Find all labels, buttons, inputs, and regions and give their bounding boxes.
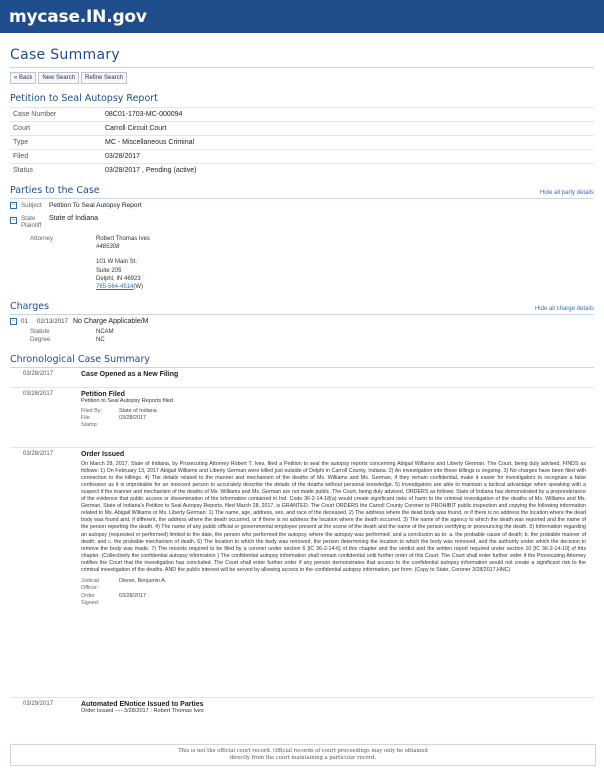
event-petition-filed bbox=[10, 387, 594, 447]
filed-label: Filed bbox=[10, 150, 105, 164]
case-heading: Petition to Seal Autopsy Report bbox=[10, 93, 158, 104]
order-row bbox=[81, 593, 594, 600]
parties-divider bbox=[10, 198, 594, 199]
statute-row bbox=[10, 328, 594, 336]
disclaimer-line2: directly from the court maintaining a particular record. bbox=[229, 755, 377, 761]
statute-label: Statute bbox=[30, 328, 50, 336]
chrono-section bbox=[10, 354, 594, 723]
charges-divider bbox=[10, 314, 594, 315]
subject-value: Petition To Seal Autopsy Report bbox=[49, 202, 142, 209]
status-value: 03/28/2017 , Pending (active) bbox=[105, 164, 594, 178]
charges-section bbox=[10, 301, 594, 344]
hide-party-details-link[interactable]: Hide all party details bbox=[539, 190, 594, 196]
attorney-block bbox=[10, 235, 594, 291]
court-row bbox=[10, 122, 594, 136]
filed-by-row bbox=[81, 408, 594, 415]
court-value: Carroll Circuit Court bbox=[105, 122, 594, 136]
attorney-name: Robert Thomas Ives bbox=[96, 236, 150, 242]
attorney-label: Attorney bbox=[30, 235, 54, 242]
collapse-icon[interactable]: − bbox=[11, 318, 16, 325]
site-logo[interactable]: mycase.IN.gov bbox=[9, 6, 147, 27]
judicial-label: Judicial bbox=[81, 578, 99, 585]
event-title: Case Opened as a New Filing bbox=[81, 370, 179, 378]
type-label: Type bbox=[10, 136, 105, 150]
charge-description: No Charge Applicable/M bbox=[73, 318, 149, 326]
state-party-row bbox=[10, 215, 594, 229]
title-divider bbox=[10, 67, 594, 68]
collapse-icon[interactable]: − bbox=[11, 217, 16, 223]
plaintiff-label: Plaintiff bbox=[21, 222, 42, 229]
state-label: State bbox=[21, 215, 36, 222]
site-header bbox=[0, 0, 604, 33]
state-value: State of Indiana bbox=[49, 215, 99, 222]
attorney-address-line1: 101 W Main St. bbox=[96, 259, 138, 266]
phone-type: (W) bbox=[133, 284, 144, 291]
type-value: MC - Miscellaneous Criminal bbox=[105, 136, 594, 150]
page-title: Case Summary bbox=[10, 47, 120, 63]
charge-date: 02/13/2017 bbox=[37, 318, 68, 326]
event-title: Petition Filed bbox=[81, 390, 125, 398]
case-section bbox=[10, 93, 594, 177]
event-order-issued bbox=[10, 447, 594, 697]
attorney-phone-link[interactable]: 765-564-4514 bbox=[96, 284, 134, 291]
hide-charge-details-link[interactable]: Hide all charge details bbox=[534, 306, 594, 313]
filed-value: 03/28/2017 bbox=[105, 150, 594, 164]
file-row bbox=[81, 415, 594, 422]
attorney-address-line2: Suite 205 bbox=[96, 267, 122, 274]
order-text: On March 28, 2017, State of Indiana, by Prosecuting Attorney Robert T. Ives, filed a Petition to seal the autopsy reports concerning Abigail Williams and Liberty German. The Court, being duly advised, FINDS as follows: 1) On February 13, 2017 Abigail Williams and Liberty German were killed just outside of Delphi in Carroll County, Indiana. 2) An investigation into these killings is ongoing. 3) No charges have been filed with connection to the killings. 4) The details related to the manner and mechanism of the deaths of Ms. Williams and Ms. German, if they remain confidential, make it easier for investigators to recognize a false confession as it is improbable for an innocent person to accurately describe the details of the deaths without personal knowledge. 5) Investigators are able to maintain a tactical advantage when speaking with a suspect if the manner and mechanism of the deaths of Ms. Williams and Ms. German are not made public. The Court, being duly advised, ORDERS as follows: State of Indiana has demonstrated by a preponderance of the evidence that public access or dissemination of the information contained in Ind. Code 36-2-14-18(a) would create significant risks of harm to the criminal investigation of the deaths of Ms. Williams and Ms. German. State of Indiana's Petition to Seal Autopsy Reports, filed March 28, 2017, is GRANTED. The Court ORDERS the Carroll County Coroner to PROHIBIT public inspection and copying the following information related to Ms. Abigail Williams or Ms. Liberty German: 1) The name, age, address, sex, and race of the deceased. 2) The address where the dead body was found, or if there is no address the location where the dead body was found and, if different, the address where the death occurred, or if there is no address the location where the death occurred. 3) The name of the agency to which the death was reported and the name of the person reporting the death. 4) The name of any public official or governmental employee present at the scene of the death and the name of the person certifying or pronouncing the death. 5) Information regarding an autopsy (requested or performed) limited to the date, the person who performed the autopsy, where the autopsy was performed, and a conclusion as to: a. the probable cause of death; b. the probable manner of death; and c. the probable mechanism of death. 6) The location to which the body was removed, the person determining the location to which the body was removed, and the authority under which the decision to remove the body was made. 7) The records required to be filed by a coroner under section 6 [IC 36-2-14-6] of this chapter and the verdict and the written report required under section 10 [IC 36-2-14-10] of this chapter. (Collectively the confidential autopsy information ) The confidential autopsy information shall remain confidential until further order of this Court. The Court shall enter further order if the Prosecuting Attorney notifies the Court that the investigation has concluded. The Court shall enter further order if any person demonstrates that access to the confidential autopsy information would not create a significant risk to the criminal investigation of the deaths, AND the public interest will be served by allowing access to the confidential autopsy information, per form. (Copy to State, Coroner 3/28/2017,HNC) bbox=[81, 460, 586, 574]
case-number-value: 08C01-1703-MC-000094 bbox=[105, 108, 594, 122]
new-search-button[interactable]: New Search bbox=[38, 72, 79, 84]
refine-search-button[interactable]: Refine Search bbox=[81, 72, 127, 84]
back-button[interactable]: « Back bbox=[10, 72, 36, 84]
order-value: 03/28/2017 bbox=[119, 592, 146, 599]
file-label: File bbox=[81, 414, 90, 421]
signed-row bbox=[81, 600, 594, 607]
attorney-bar-number: #485308 bbox=[96, 244, 120, 251]
event-title: Automated ENotice Issued to Parties bbox=[81, 700, 204, 708]
file-value: 03/28/2017 bbox=[119, 414, 146, 421]
stamp-row bbox=[81, 422, 594, 429]
degree-label: Degree bbox=[30, 336, 51, 344]
charge-number: 01 bbox=[21, 318, 28, 326]
signed-label: Signed: bbox=[81, 599, 100, 606]
subject-row bbox=[10, 202, 594, 209]
judicial-row bbox=[81, 578, 594, 585]
event-date: 03/28/2017 bbox=[23, 450, 54, 457]
case-number-row bbox=[10, 108, 594, 122]
charge-row bbox=[10, 318, 594, 325]
collapse-icon[interactable]: − bbox=[11, 202, 16, 208]
degree-value: NC bbox=[96, 337, 105, 344]
event-date: 03/28/2017 bbox=[23, 390, 54, 397]
attorney-address-line3: Delphi, IN 46923 bbox=[96, 275, 141, 282]
filed-by-value: State of Indiana bbox=[119, 407, 157, 414]
filed-row bbox=[10, 150, 594, 164]
stamp-label: Stamp: bbox=[81, 422, 99, 429]
event-subtitle: Petition to Seal Autopsy Reports filed bbox=[81, 397, 174, 404]
filed-by-label: Filed By: bbox=[81, 407, 102, 414]
event-title: Order Issued bbox=[81, 450, 125, 458]
event-subtitle: Order Issued ---- 3/28/2017 : Robert Thomas Ives bbox=[81, 707, 204, 714]
disclaimer-line1: This is not the official court record. Official records of court proceedings may only be obtained bbox=[178, 748, 428, 754]
chrono-heading: Chronological Case Summary bbox=[10, 353, 150, 365]
parties-header bbox=[10, 185, 594, 196]
charges-heading: Charges bbox=[10, 301, 50, 313]
statute-value: NCAM bbox=[96, 329, 114, 336]
officer-label: Officer: bbox=[81, 585, 99, 592]
parties-heading: Parties to the Case bbox=[10, 185, 100, 196]
type-row bbox=[10, 136, 594, 150]
court-label: Court bbox=[10, 122, 105, 136]
status-row bbox=[10, 164, 594, 178]
event-enotice bbox=[10, 697, 594, 723]
event-case-opened bbox=[10, 368, 594, 387]
case-info-table bbox=[10, 107, 594, 177]
charges-header bbox=[10, 301, 594, 312]
party-role bbox=[21, 215, 49, 229]
order-label: Order bbox=[81, 592, 95, 599]
degree-row bbox=[10, 336, 594, 344]
case-number-label: Case Number bbox=[10, 108, 105, 122]
event-date: 03/29/2017 bbox=[23, 700, 54, 707]
subject-label: Subject bbox=[21, 202, 42, 209]
toolbar bbox=[10, 72, 594, 84]
judicial-value: Diener, Benjamin A. bbox=[119, 578, 167, 585]
event-date: 03/28/2017 bbox=[23, 370, 54, 377]
attorney-details bbox=[96, 235, 150, 291]
parties-section bbox=[10, 185, 594, 291]
spacer bbox=[96, 251, 150, 258]
disclaimer-footer bbox=[10, 744, 596, 766]
main-content bbox=[0, 47, 604, 723]
attorney-phone-line bbox=[96, 283, 150, 291]
officer-row bbox=[81, 585, 594, 592]
status-label: Status bbox=[10, 164, 105, 178]
